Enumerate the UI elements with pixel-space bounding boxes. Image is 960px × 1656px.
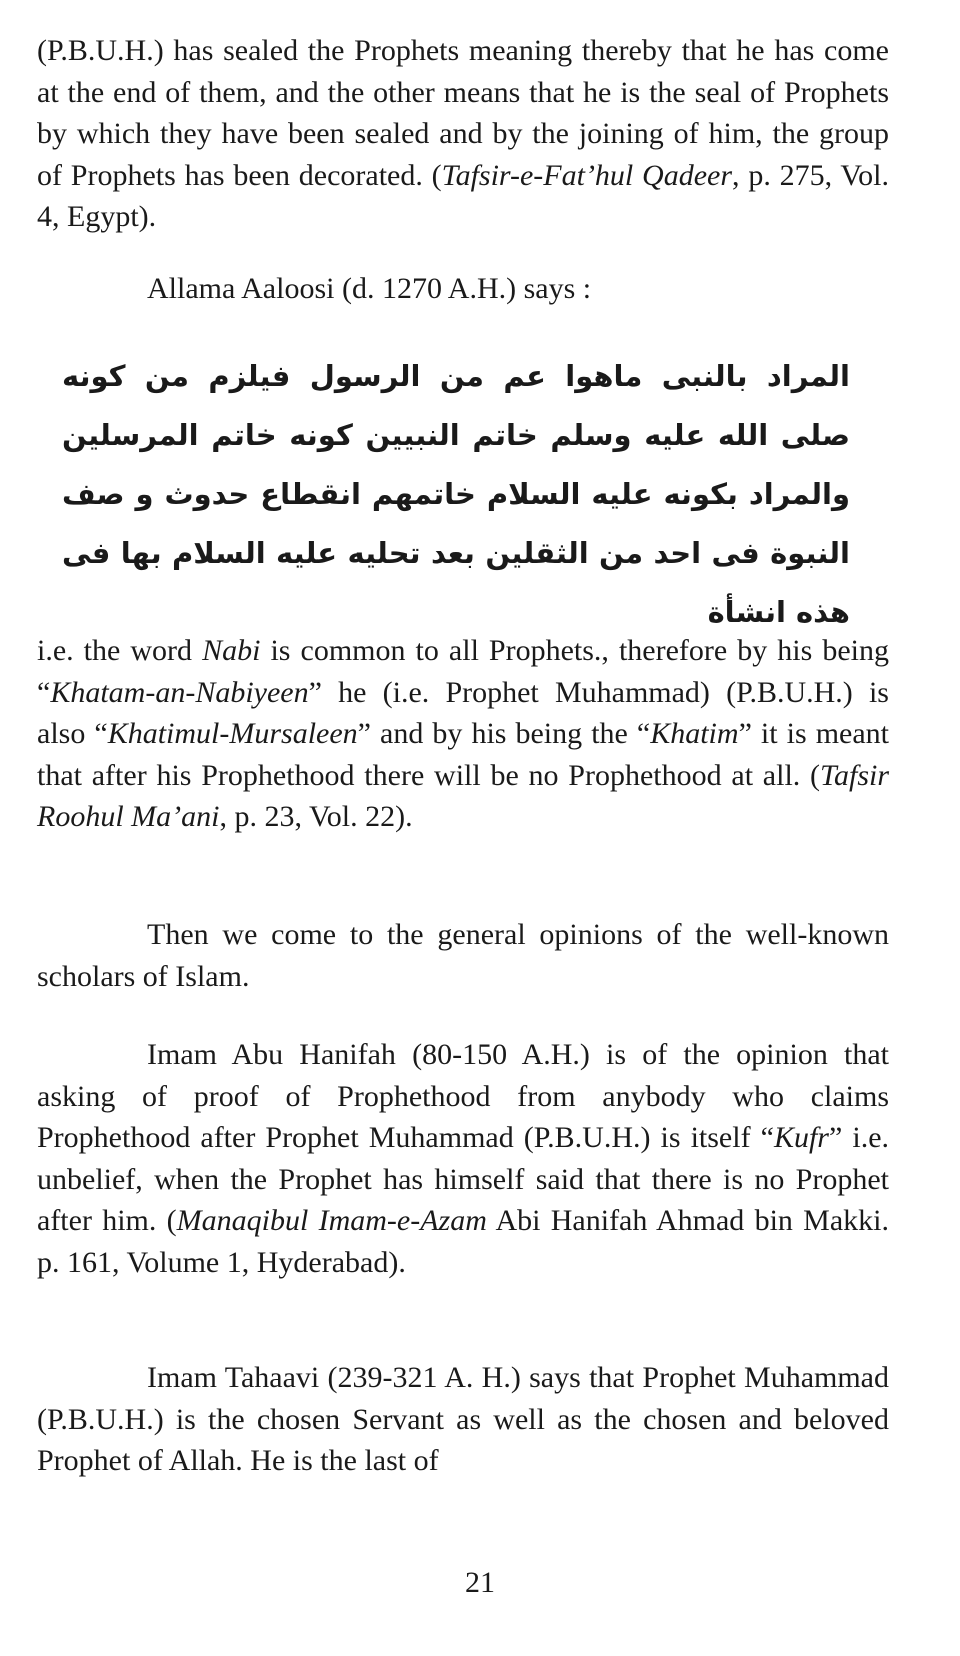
- term-nabi: Nabi: [202, 634, 261, 667]
- term-khatim: Khatim: [650, 717, 739, 750]
- paragraph-abu-hanifah: Imam Abu Hanifah (80-150 A.H.) is of the opinion that asking of proof of Prophethood from anybody who claims Prophethood after Prophet Muhammad (P.B.U.H.) is itself “Kufr” i.e. unbelief, when the Prophet has himself said that there is no Prophet after him. (Manaqibul Imam-e-Azam Abi Hanifah Ahmad bin Makki. p. 161, Volume 1, Hyderabad).: [37, 1038, 890, 1279]
- citation-title: Tafsir-e-Fat’hul Qadeer: [441, 158, 733, 192]
- paragraph-aaloosi-intro: Allama Aaloosi (d. 1270 A.H.) says :: [147, 272, 592, 305]
- term-kufr: Kufr: [773, 1121, 829, 1154]
- paragraph-general-opinions: Then we come to the general opinions of the well-known scholars of Islam.: [37, 918, 889, 993]
- arabic-quote: المراد بالنبى ماهوا عم من الرسول فيلزم من كونه صلى الله عليه وسلم خاتم النبيين كونه خاتم المرسلين والمراد بكونه عليه السلام خاتمهم انقطاع حدوث و صف النبوة فى احد من الثقلين بعد تحليه عليه السلام بها فى هذه انشأة: [62, 359, 850, 629]
- term-khatimul-mursaleen: Khatimul-Mursaleen: [107, 717, 358, 750]
- paragraph-nabi-explanation: i.e. the word Nabi is common to all Prophets., therefore by his being “Khatam-an-Nabiyeen” he (i.e. Prophet Muhammad) (P.B.U.H.) is also “Khatimul-Mursaleen” and by his being the “Khatim” it is meant that after his Prophethood there will be no Prophethood at all. (Tafsir Roohul Ma’ani, p. 23, Vol. 22).: [37, 634, 889, 833]
- paragraph-tahaavi: Imam Tahaavi (239-321 A. H.) says that Prophet Muhammad (P.B.U.H.) is the chosen Servant as well as the chosen and beloved Prophet of Allah. He is the last of: [37, 1361, 889, 1477]
- citation-title: Tafsir Roohul Ma’ani: [37, 758, 889, 833]
- term-khatam-an-nabiyeen: Khatam-an-Nabiyeen: [50, 675, 309, 709]
- paragraph-fathul-qadeer: (P.B.U.H.) has sealed the Prophets meaning thereby that he has come at the end of them, and the other means that he is the seal of Prophets by which they have been sealed and by the joining of him, the group of Prophets has been decorated. (Tafsir-e-Fat’hul Qadeer, p. 275, Vol. 4, Egypt).: [37, 34, 889, 233]
- citation-title: Manaqibul Imam-e-Azam: [176, 1204, 487, 1237]
- page-number: 21: [465, 1566, 495, 1599]
